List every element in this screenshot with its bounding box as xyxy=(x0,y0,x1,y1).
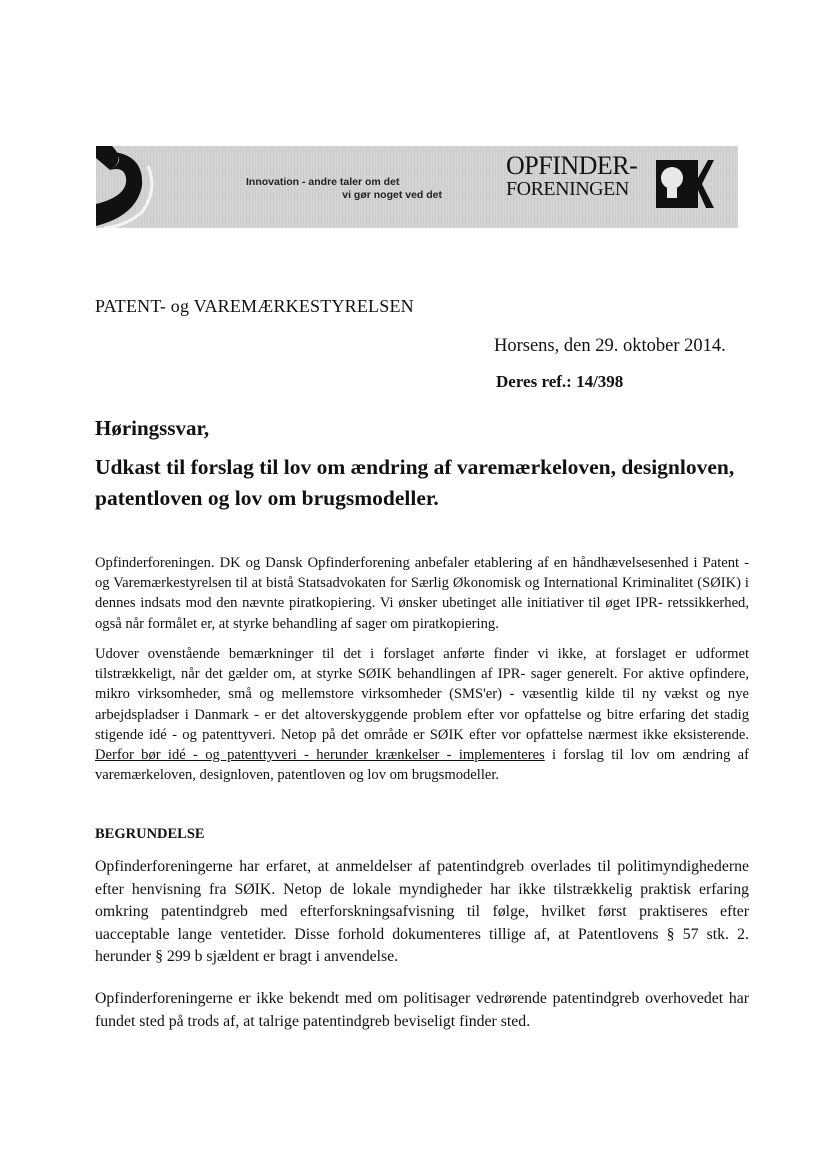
ok-lightbulb-logo-icon xyxy=(652,156,714,212)
paragraph-1: Opfinderforeningen. DK og Dansk Opfinderforening anbefaler etablering af en håndhævelsesenhed i Patent - og Varemærkestyrelsen til at bistå Statsadvokaten for Særlig Økonomisk og International Kriminalitet (SØIK) i dennes indsats mod den nævnte piratkopiering. Vi ønsker ubetinget alle initiativer til øget IPR- retssikkerhed, også når formålet er, at styrke behandling af sager om piratkopiering. xyxy=(95,555,749,632)
section-heading: BEGRUNDELSE xyxy=(95,826,205,842)
recipient-agency: PATENT- og VAREMÆRKESTYRELSEN xyxy=(95,296,414,316)
paragraph-4: Opfinderforeningerne er ikke bekendt med om politisager vedrørende patentindgreb overhovedet har fundet sted på trods af, at talrige patentindgreb beviseligt finder sted. xyxy=(95,990,749,1030)
greeting: Høringssvar, xyxy=(95,416,210,440)
letterhead-banner xyxy=(96,146,738,228)
paragraph-3: Opfinderforeningerne har erfaret, at anmeldelser af patentindgreb overlades til politimyndighederne efter henvisning fra SØIK. Netop de lokale myndigheder har ikke tilstrækkelig praktisk erfaring omkring patentindgreb med efterforskningsafvisning til følge, hvilket først praktiseres efter uacceptable lange ventetider. Disse forhold dokumenteres tillige af, at Patentlovens § 57 stk. 2. herunder § 299 b sjældent er bragt i anvendelse. xyxy=(95,858,749,966)
tagline xyxy=(246,176,442,202)
dateline: Horsens, den 29. oktober 2014. xyxy=(494,336,726,356)
organization-name-line-1: OPFINDER- xyxy=(506,151,638,180)
swoosh-logo-icon xyxy=(96,146,156,228)
tagline-line-1: Innovation - andre taler om det xyxy=(246,176,400,188)
paragraph-2-text-a: Udover ovenstående bemærkninger til det i forslaget anførte finder vi ikke, at forslaget er udformet tilstrækkeligt, når det gælder om, at styrke SØIK behandlingen af IPR- sager generelt. For aktive opfindere, mikro virksomheder, små og mellemstore virksomheder (SMS'er) - væsentlig kilde til ny vækst og nye arbejdspladser i Danmark - er det altoverskyggende problem efter vor opfattelse og bitre erfaring det stadig stigende idé - og patenttyveri. Netop på det område er SØIK efter vor opfattelse nærmest ikke eksisterende. xyxy=(95,646,749,743)
paragraph-2-underlined: Derfor bør idé - og patenttyveri - herunder krænkelser - implementeres xyxy=(95,747,545,764)
tagline-line-2: vi gør noget ved det xyxy=(342,189,442,201)
organization-name-line-2: FORENINGEN xyxy=(506,178,629,200)
paragraph-2-text-b: i forslag til lov om ændring af varemærkeloven, designloven, patentloven og lov om brugsmodeller. xyxy=(95,747,749,784)
document-title: Udkast til forslag til lov om ændring af varemærkeloven, designloven, patentloven og lov om brugsmodeller. xyxy=(95,455,735,510)
organization-name xyxy=(506,153,656,202)
reference-number: Deres ref.: 14/398 xyxy=(496,372,624,391)
paragraph-2 xyxy=(95,644,749,785)
